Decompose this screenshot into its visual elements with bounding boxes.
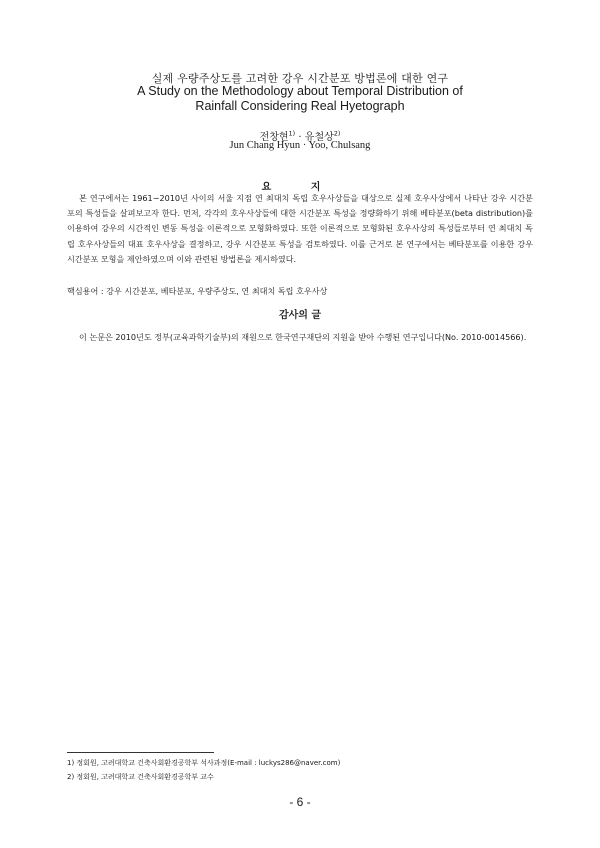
- author2-footnote-ref: 2): [333, 129, 341, 138]
- abstract-body: 본 연구에서는 1961∼2010년 사이의 서울 지점 연 최대치 독립 호우사상들을 대상으로 실제 호우사상에서 나타난 강우 시간분포의 특성들을 살펴보고자 한다. 먼저, 각각의 호우사상들에 대한 시간분포 특성을 정량화하기 위해 베타분포(beta distribution)를 이용하여 강우의 시간적인 변동 특성을 이론적으로 모형화하였다. 또한 이론적으로 모형화된 호우사상의 특성들로부터 연 최대치 독립 호우사상들의 대표 호우사상을 결정하고, 강우 시간분포 특성을 검토하였다. 이를 근거로 본 연구에서는 베타분포를 이용한 강우 시간분포 모형을 제안하였으며 이와 관련된 방법론을 제시하였다.: [67, 193, 533, 264]
- footnote-1: 1) 정회원, 고려대학교 건축사회환경공학부 석사과정(E-mail : luckys286@naver.com): [67, 759, 341, 767]
- page-number: - 6 -: [289, 795, 311, 809]
- acknowledgment-heading: 감사의 글: [278, 310, 322, 321]
- authors-english: Jun Chang Hyun · Yoo, Chulsang: [229, 140, 371, 151]
- author1-name: 전창현: [259, 132, 289, 143]
- abstract-heading: 요 지: [261, 182, 339, 193]
- title-english: [60, 84, 540, 114]
- author2-name: 유철상: [304, 132, 334, 143]
- author1-footnote-ref: 1): [288, 129, 296, 138]
- acknowledgment-body: 이 논문은 2010년도 정부(교육과학기술부)의 재원으로 한국연구재단의 지원을 받아 수행된 연구입니다(No. 2010-0014566).: [79, 332, 527, 342]
- keywords: 핵심용어 : 강우 시간분포, 베타분포, 우량주상도, 연 최대치 독립 호우사상: [67, 286, 328, 296]
- footnote-2: 2) 정회원, 고려대학교 건축사회환경공학부 교수: [67, 773, 214, 781]
- title-english-line1: A Study on the Methodology about Temporal Distribution of: [137, 84, 463, 98]
- author-separator: ·: [298, 132, 302, 143]
- footnote-divider: [67, 752, 214, 753]
- title-korean: 실제 우량주상도를 고려한 강우 시간분포 방법론에 대한 연구: [151, 72, 449, 85]
- title-english-line2: Rainfall Considering Real Hyetograph: [195, 99, 405, 113]
